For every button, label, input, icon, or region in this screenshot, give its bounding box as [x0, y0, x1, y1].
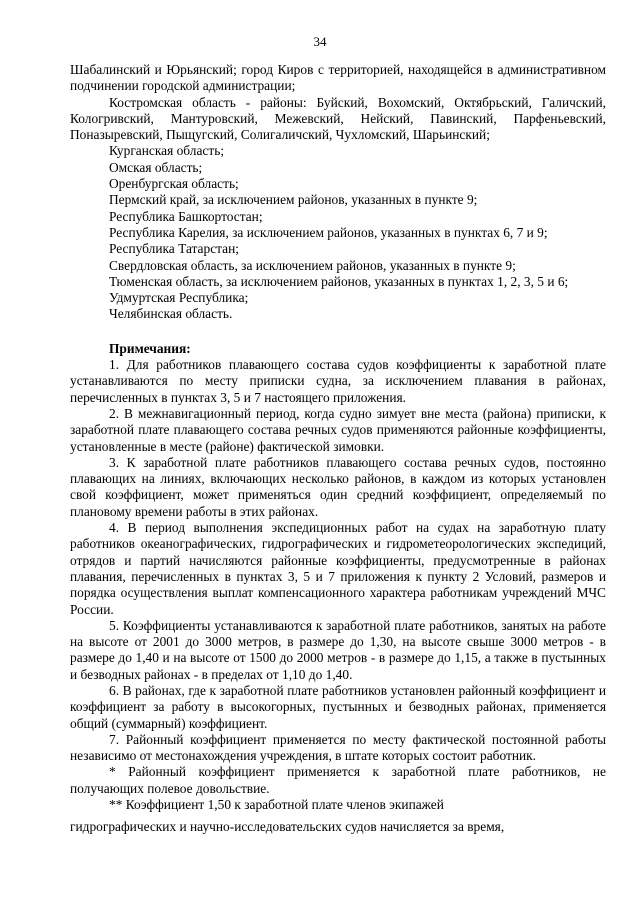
page-number: 34	[313, 34, 327, 49]
region-item: Омская область;	[109, 159, 203, 175]
note-item-4: 4. В период выполнения экспедиционных работ на судах на заработную плату работников океанографических, гидрографических и гидрометеорологических экспедиций, отрядов и партий начисляются районные коэффициенты, предусмотренные в районах плавания, перечисленных в пунктах 3, 5 и 7 приложения к пункту 2 Условий, размеров и порядка осуществления выплат компенсационного характера работникам учреждений МЧС России.	[70, 520, 606, 617]
footnote-continuation: гидрографических и научно-исследовательских судов начисляется за время,	[70, 819, 505, 835]
region-item: Тюменская область, за исключением районов, указанных в пунктах 1, 2, 3, 5 и 6;	[109, 273, 569, 289]
note-item-7: 7. Районный коэффициент применяется по месту фактической постоянной работы независимо от местонахождения учреждения, в штате которых состоит работник.	[70, 731, 606, 764]
region-item: Республика Башкортостан;	[109, 208, 263, 224]
intro-paragraph-1: Шабалинский и Юрьянский; город Киров с территорией, находящейся в административном подчинении городской администрации;	[70, 62, 606, 94]
region-item: Оренбургская область;	[109, 176, 239, 192]
region-item: Республика Татарстан;	[109, 241, 239, 257]
document-body	[70, 62, 606, 836]
footnote-double-asterisk: ** Коэффициент 1,50 к заработной плате членов экипажей	[109, 797, 444, 813]
note-item-5: 5. Коэффициенты устанавливаются к заработной плате работников, занятых на работе на высоте от 2001 до 3000 метров, в размере до 1,30, на высоте свыше 3000 метров - в размере до 1,40 и на высоте от 1500 до 2000 метров - в размере до 1,15, а также в пустынных и безводных районах - в пределах от 1,10 до 1,40.	[70, 617, 606, 682]
notes-heading: Примечания:	[109, 340, 191, 356]
notes-list	[70, 357, 606, 764]
note-item-2: 2. В межнавигационный период, когда судно зимует вне места (района) приписки, к заработной плате плавающего состава речных судов применяются районные коэффициенты, установленные в месте (районе) фактической зимовки.	[70, 405, 606, 454]
footnote-single-asterisk: * Районный коэффициент применяется к заработной плате работников, не получающих полевое довольствие.	[70, 764, 606, 796]
region-item: Удмуртская Республика;	[109, 290, 249, 306]
regions-list	[70, 143, 606, 322]
region-item: Республика Карелия, за исключением районов, указанных в пунктах 6, 7 и 9;	[109, 224, 548, 240]
note-item-6: 6. В районах, где к заработной плате работников установлен районный коэффициент и коэффициент за работу в высокогорных, пустынных и безводных районах, применяется общий (суммарный) коэффициент.	[70, 682, 606, 731]
intro-paragraph-2: Костромская область - районы: Буйский, Вохомский, Октябрьский, Галичский, Кологривский, Мантуровский, Межевский, Нейский, Павинский, Парфеньевский, Поназыревский, Пыщугский, Солигаличский, Чухломский, Шарьинский;	[70, 94, 606, 143]
region-item: Свердловская область, за исключением районов, указанных в пункте 9;	[109, 257, 516, 273]
region-item: Пермский край, за исключением районов, указанных в пункте 9;	[109, 192, 478, 208]
region-item: Курганская область;	[109, 143, 225, 159]
note-item-3: 3. К заработной плате работников плавающего состава речных судов, постоянно плавающих на линиях, включающих несколько районов, в каждом из которых установлен свой коэффициент, может применяться один средний коэффициент, определяемый по плановому времени работы в этих районах.	[70, 454, 606, 519]
region-item: Челябинская область.	[109, 306, 233, 322]
note-item-1: 1. Для работников плавающего состава судов коэффициенты к заработной плате устанавливаются по месту приписки судна, за исключением плавания в районах, перечисленных в пунктах 3, 5 и 7 настоящего приложения.	[70, 357, 606, 405]
